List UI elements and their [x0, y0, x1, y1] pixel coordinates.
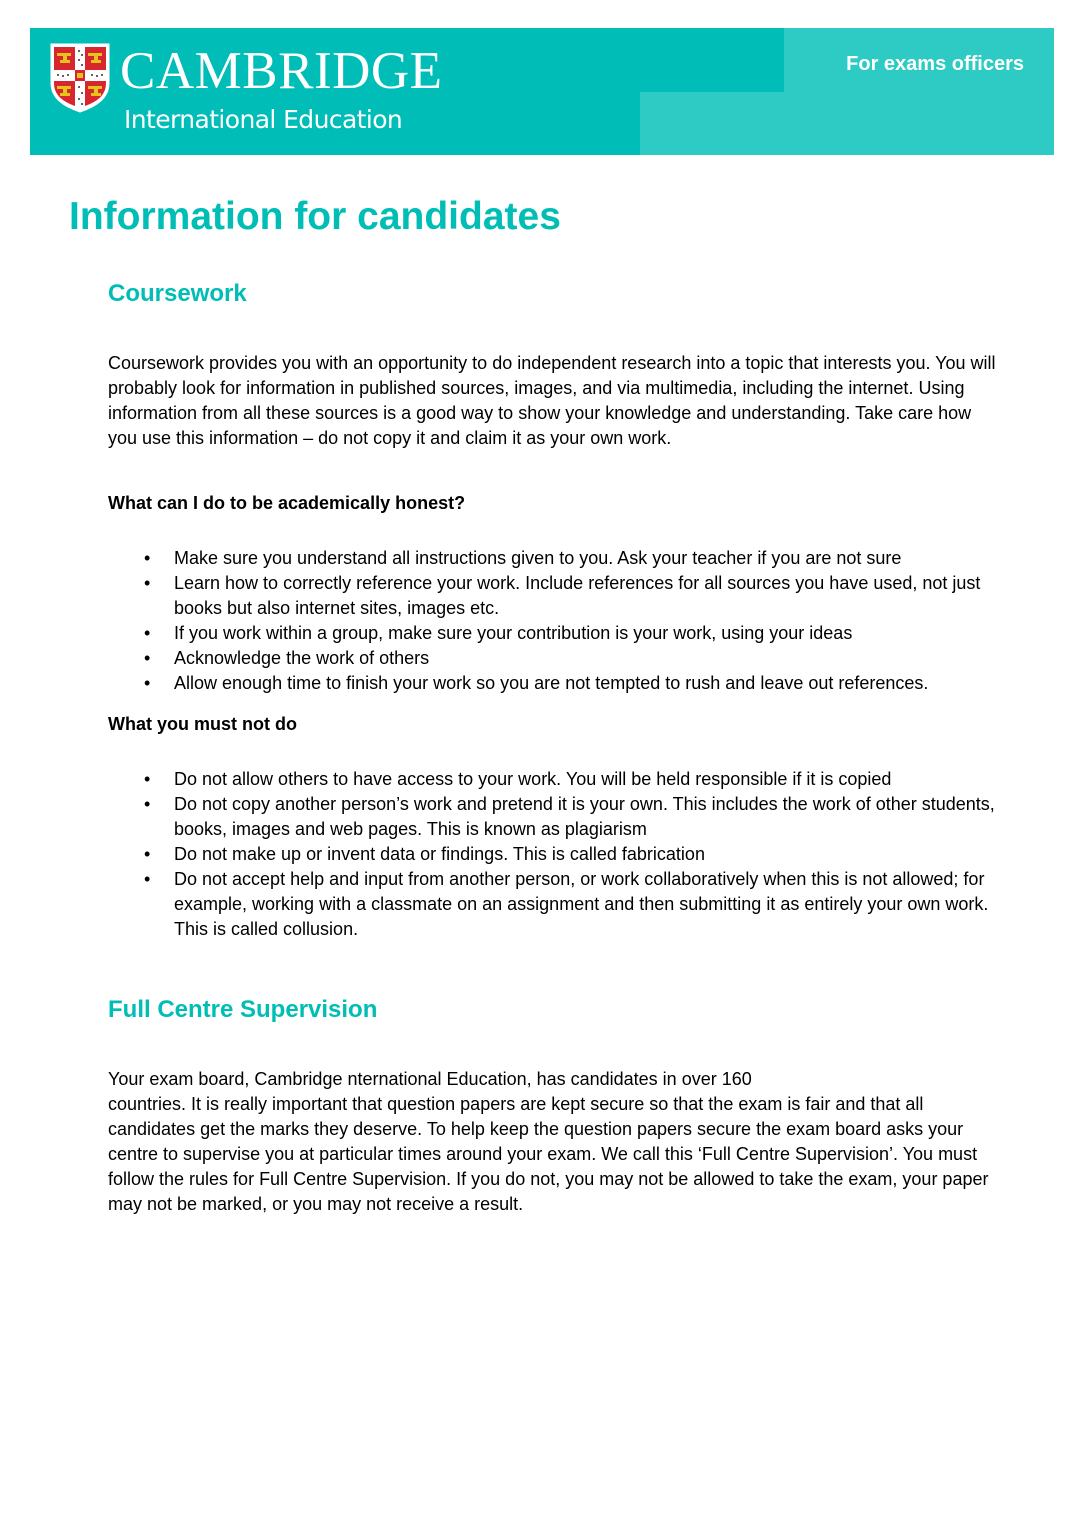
audience-label: For exams officers: [846, 53, 1024, 75]
bullet-icon: •: [144, 623, 151, 643]
list-item: • Learn how to correctly reference your work. Include references for all sources you have used, not just books but also internet sites, images etc.: [144, 573, 981, 618]
section-full-centre-supervision: [108, 994, 998, 1217]
list-item: • Allow enough time to finish your work so you are not tempted to rush and leave out references.: [108, 671, 998, 696]
supervision-line-1: Your exam board, Cambridge nternational Education, has candidates in over 160: [108, 1069, 752, 1089]
sub-heading-must-not-do: What you must not do: [108, 714, 297, 734]
supervision-text: countries. It is really important that question papers are kept secure so that the exam is fair and that all candidates get the marks they deserve. To help keep the question papers secure the exam board asks your centre to supervise you at particular times around your exam. We call this ‘Full Centre Supervision’. You must follow the rules for Full Centre Supervision. If you do not, you may not be allowed to take the exam, your paper may not be marked, or you may not receive a result.: [108, 1094, 989, 1214]
header-banner: [30, 28, 1054, 155]
supervision-body: [108, 1067, 998, 1217]
bullet-icon: •: [144, 844, 151, 864]
must-not-list: [108, 767, 998, 942]
coursework-intro: Coursework provides you with an opportunity to do independent research into a topic that interests you. You will probably look for information in published sources, images, and via multimedia, including the internet. Using information from all these sources is a good way to show your knowledge and understanding. Take care how you use this information – do not copy it and claim it as your own work.: [108, 353, 996, 448]
list-item: • Do not copy another person’s work and pretend it is your own. This includes the work of other students, books, images and web pages. This is known as plagiarism: [144, 794, 995, 839]
list-item: • Make sure you understand all instructions given to you. Ask your teacher if you are not sure: [108, 546, 998, 571]
banner-accent-block-bottom: [640, 92, 1054, 155]
section-coursework: [108, 278, 998, 942]
list-item: • Do not allow others to have access to your work. You will be held responsible if it is copied: [108, 767, 998, 792]
cambridge-logo: [50, 43, 490, 143]
cambridge-shield-icon: [50, 43, 110, 113]
page-title: Information for candidates: [69, 195, 561, 238]
section-heading-coursework: Coursework: [108, 280, 247, 307]
bullet-icon: •: [144, 573, 151, 593]
bullet-icon: •: [144, 548, 151, 568]
sub-heading-academic-honesty: What can I do to be academically honest?: [108, 493, 466, 513]
bullet-icon: •: [144, 673, 151, 693]
document-body: [108, 278, 998, 1217]
logo-subtitle: International Education: [124, 105, 403, 134]
bullet-icon: •: [144, 769, 151, 789]
list-item: • If you work within a group, make sure your contribution is your work, using your ideas: [108, 621, 998, 646]
bullet-icon: •: [144, 648, 151, 668]
honesty-list: [108, 546, 998, 696]
list-item: • Acknowledge the work of others: [108, 646, 998, 671]
bullet-icon: •: [144, 794, 151, 814]
list-item: • Do not make up or invent data or findings. This is called fabrication: [108, 842, 998, 867]
section-heading-supervision: Full Centre Supervision: [108, 996, 378, 1023]
list-item: • Do not accept help and input from another person, or work collaboratively when this is not allowed; for example, working with a classmate on an assignment and then submitting it as entirely your own work. This is called collusion.: [144, 869, 989, 939]
bullet-icon: •: [144, 869, 151, 889]
logo-wordmark: CAMBRIDGE: [120, 42, 443, 100]
